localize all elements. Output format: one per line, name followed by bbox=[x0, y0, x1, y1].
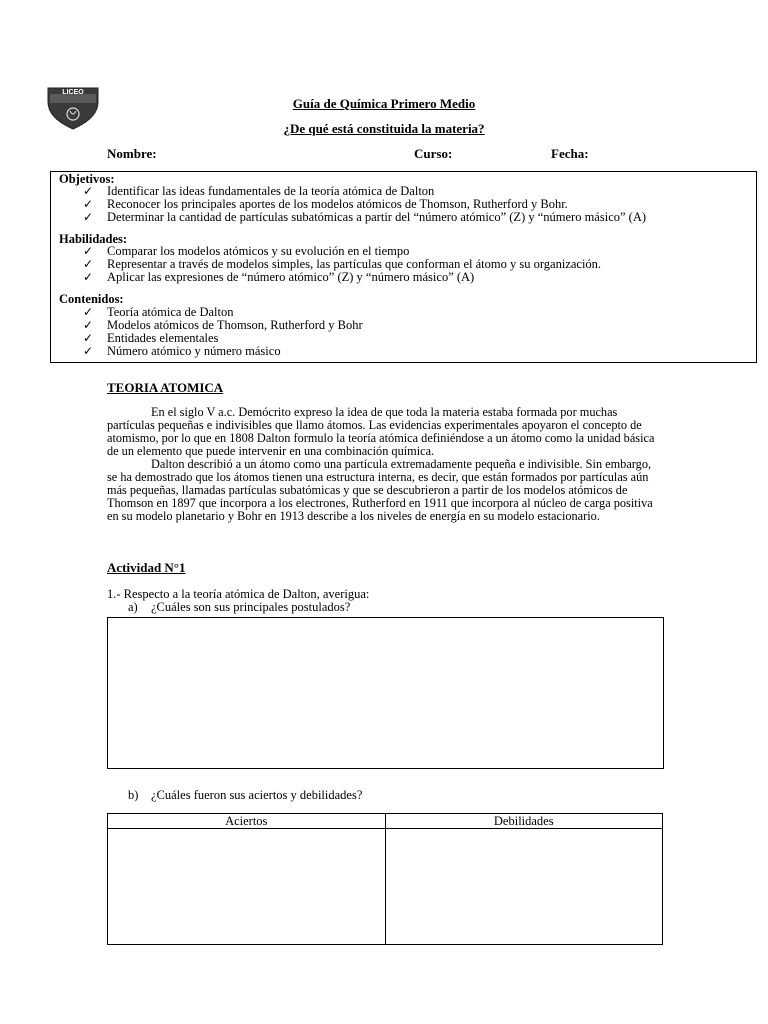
activity-prompt: 1.- Respecto a la teoría atómica de Dalton, averigua: bbox=[107, 587, 370, 601]
check-icon: ✓ bbox=[83, 305, 94, 319]
objectives-box bbox=[50, 171, 757, 363]
content-item: ✓ Número atómico y número másico bbox=[83, 344, 281, 358]
check-icon: ✓ bbox=[83, 257, 94, 271]
table-header-debilidades: Debilidades bbox=[385, 814, 663, 829]
content-item: ✓ Teoría atómica de Dalton bbox=[83, 305, 234, 319]
name-label: Nombre: bbox=[107, 146, 157, 161]
check-icon: ✓ bbox=[83, 270, 94, 284]
objective-item: ✓ Reconocer los principales aportes de los modelos atómicos de Thomson, Rutherford y Bohr. bbox=[83, 197, 568, 211]
check-icon: ✓ bbox=[83, 344, 94, 358]
question-b-letter: b) bbox=[128, 788, 139, 802]
check-icon: ✓ bbox=[83, 331, 94, 345]
paragraph: En el siglo V a.c. Demócrito expreso la idea de que toda la materia estaba formada por muchas partículas pequeñas e indivisibles que llamo átomos. Las evidencias experimentales apoyaron el concepto de atomismo, por lo que en 1808 Dalton formulo la teoría atómica definiéndose a un átomo como la unidad básica de un elemento que puede intervenir en una combinación química. bbox=[107, 405, 655, 458]
check-icon: ✓ bbox=[83, 197, 94, 211]
section-title: TEORIA ATOMICA bbox=[107, 380, 224, 395]
course-label: Curso: bbox=[414, 146, 453, 161]
skills-heading: Habilidades: bbox=[59, 232, 128, 246]
contents-heading: Contenidos: bbox=[59, 292, 124, 306]
skill-item: ✓ Aplicar las expresiones de “número atómico” (Z) y “número másico” (A) bbox=[83, 270, 475, 284]
question-a-letter: a) bbox=[128, 600, 138, 614]
objectives-heading: Objetivos: bbox=[59, 172, 115, 186]
theory-text bbox=[107, 406, 663, 523]
aciertos-cell[interactable] bbox=[108, 829, 386, 945]
objective-item: ✓ Determinar la cantidad de partículas subatómicas a partir del “número atómico” (Z) y “número másico” (A) bbox=[83, 210, 647, 224]
objective-item: ✓ Identificar las ideas fundamentales de la teoría atómica de Dalton bbox=[83, 184, 435, 198]
logo-text: LICEO bbox=[62, 89, 84, 96]
page-subtitle: ¿De qué está constituida la materia? bbox=[283, 121, 485, 136]
skill-item: ✓ Comparar los modelos atómicos y su evolución en el tiempo bbox=[83, 244, 410, 258]
aciertos-debilidades-table bbox=[107, 813, 663, 945]
activity-title: Actividad N°1 bbox=[107, 560, 186, 575]
page-title: Guía de Química Primero Medio bbox=[292, 96, 476, 111]
debilidades-cell[interactable] bbox=[385, 829, 663, 945]
date-label: Fecha: bbox=[551, 146, 589, 161]
question-b: ¿Cuáles fueron sus aciertos y debilidades? bbox=[151, 788, 363, 802]
content-item: ✓ Entidades elementales bbox=[83, 331, 219, 345]
answer-box-postulados[interactable] bbox=[107, 617, 664, 769]
skill-item: ✓ Representar a través de modelos simples, las partículas que conforman el átomo y su organización. bbox=[83, 257, 602, 271]
content-item: ✓ Modelos atómicos de Thomson, Rutherford y Bohr bbox=[83, 318, 363, 332]
check-icon: ✓ bbox=[83, 210, 94, 224]
question-a: ¿Cuáles son sus principales postulados? bbox=[151, 600, 351, 614]
check-icon: ✓ bbox=[83, 318, 94, 332]
check-icon: ✓ bbox=[83, 244, 94, 258]
table-header-aciertos: Aciertos bbox=[108, 814, 386, 829]
paragraph: Dalton describió a un átomo como una partícula extremadamente pequeña e indivisible. Sin embargo, se ha demostrado que los átomos tienen una estructura interna, es decir, que están formados por partículas aún más pequeñas, llamadas partículas subatómicas y que se descubrieron a partir de los modelos atómicos de Thomson en 1897 que incorpora a los electrones, Rutherford en 1911 que incorpora al núcleo de carga positiva en su modelo planetario y Bohr en 1913 describe a los niveles de energía en su modelo estacionario. bbox=[107, 457, 653, 523]
check-icon: ✓ bbox=[83, 184, 94, 198]
